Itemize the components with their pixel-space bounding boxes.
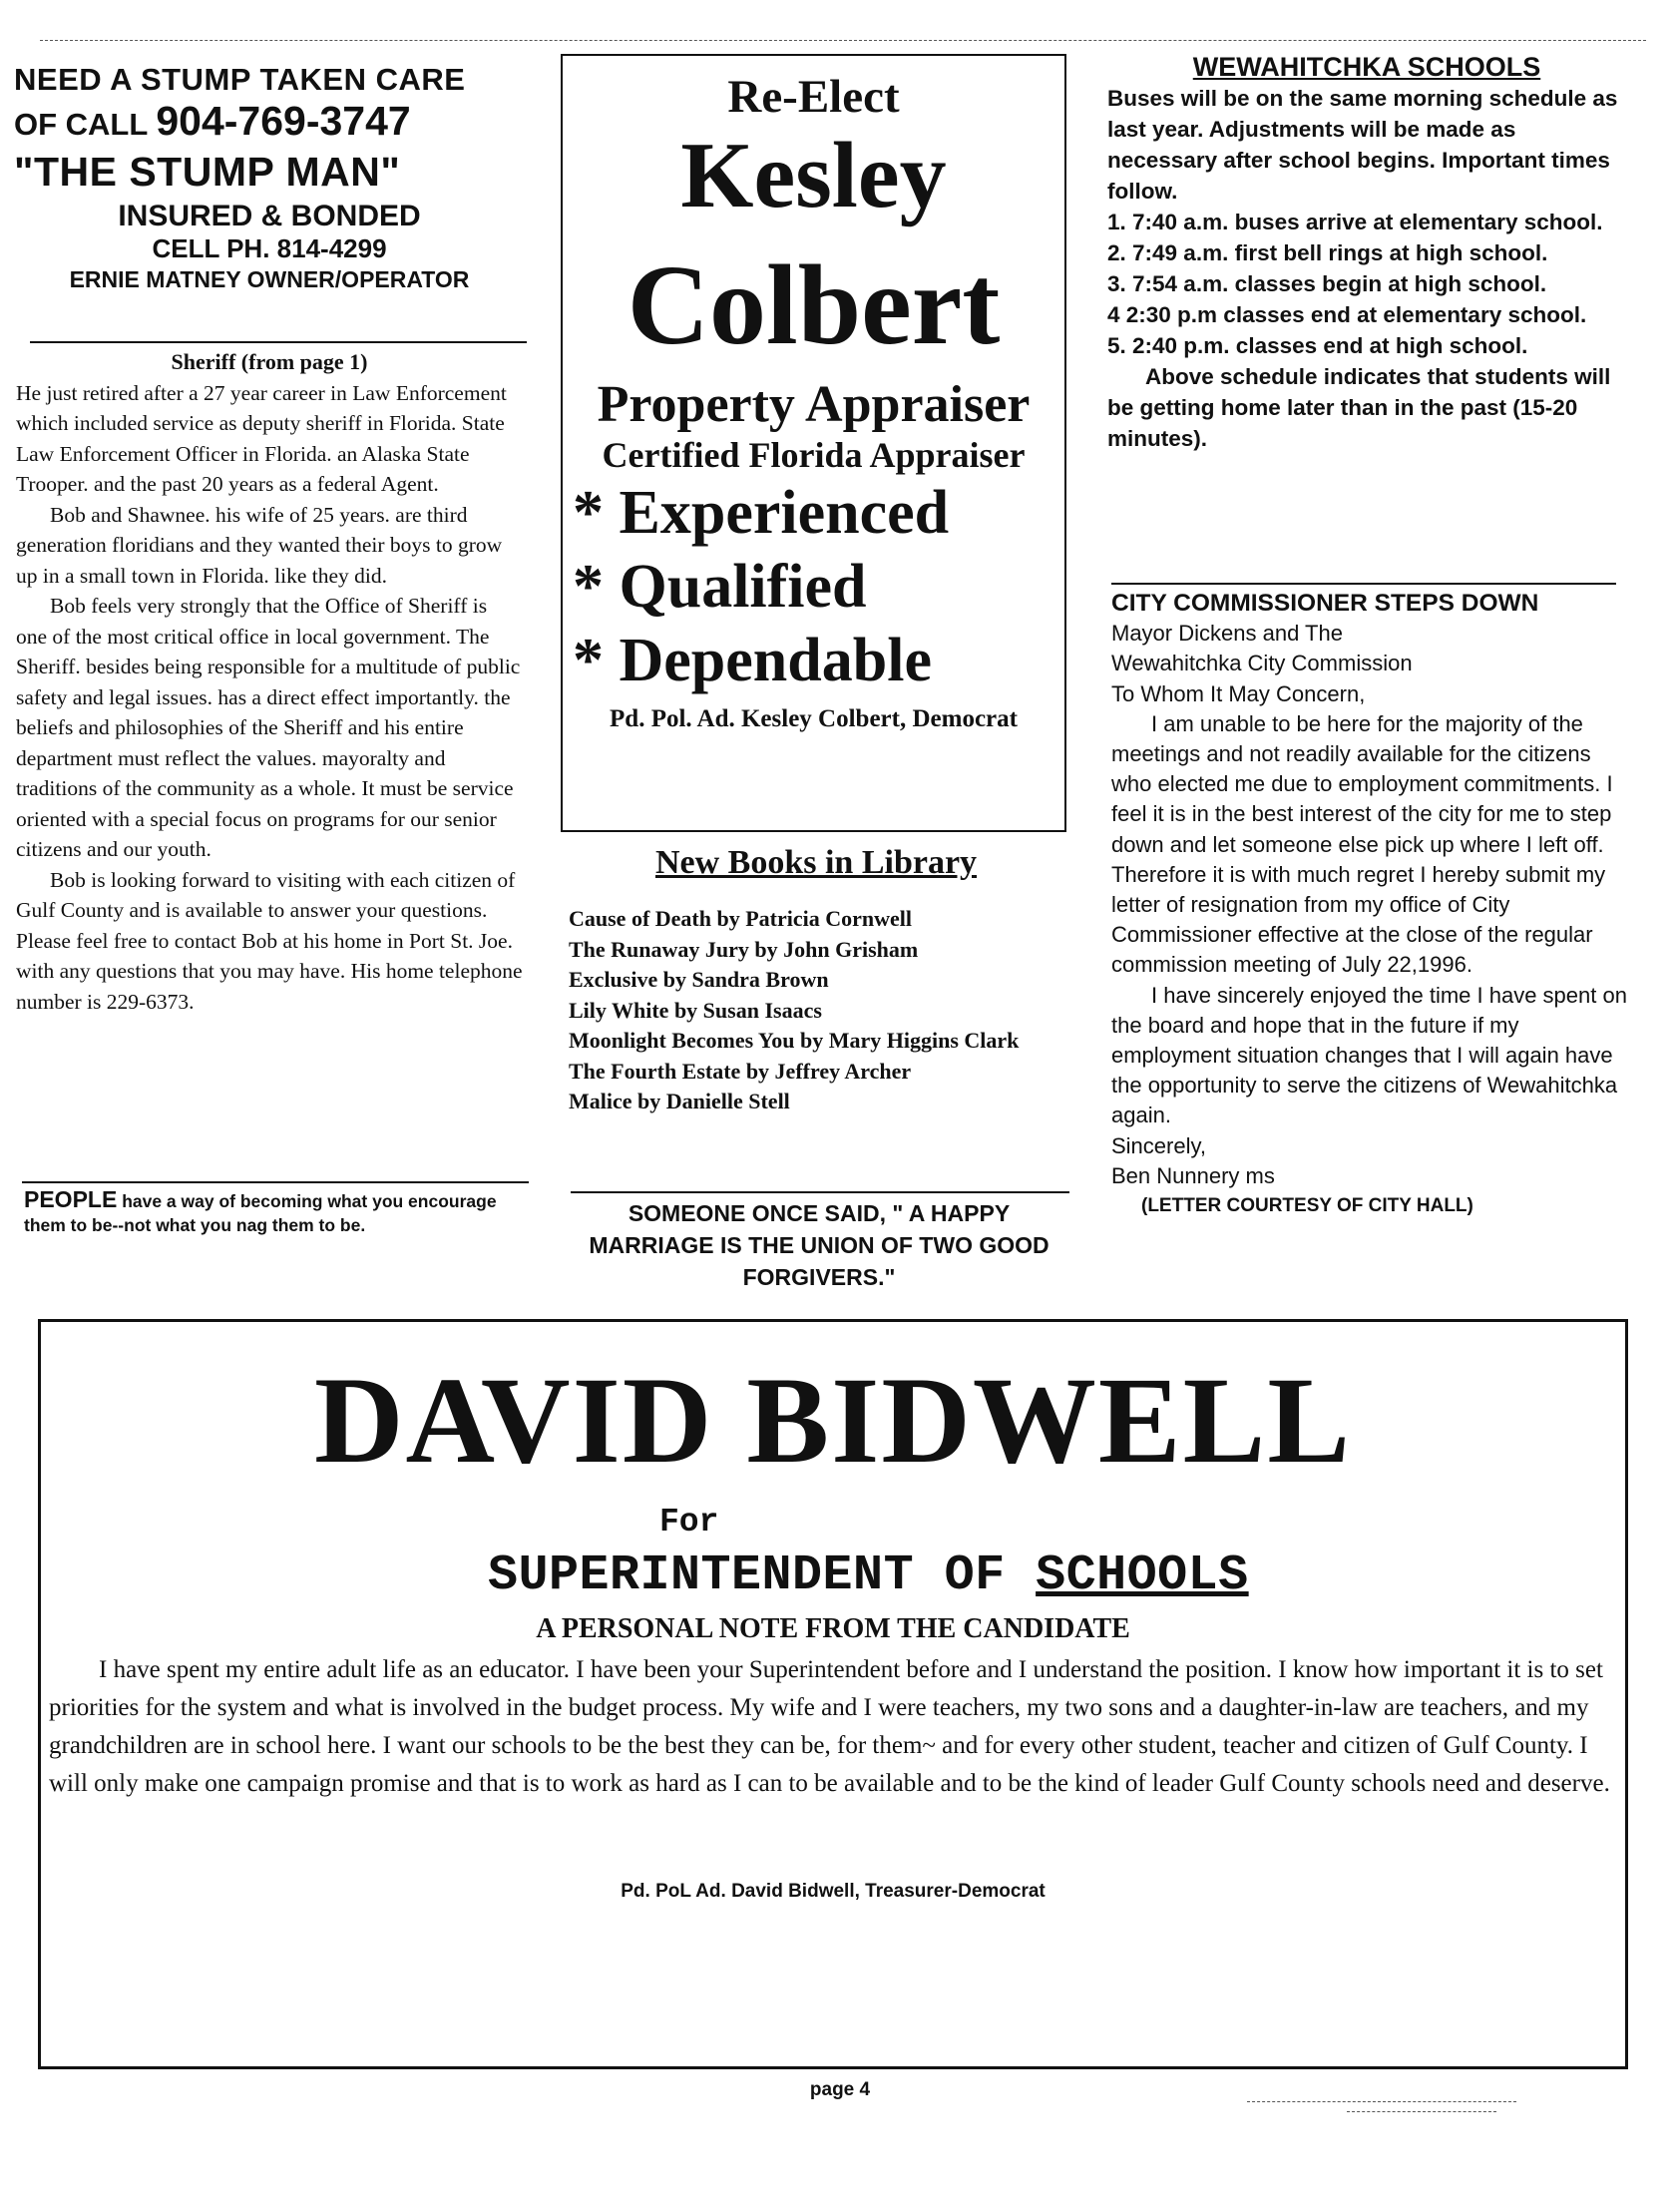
col1-divider-2 (22, 1181, 529, 1183)
library-section (565, 844, 1067, 1117)
book-item: The Fourth Estate by Jeffrey Archer (569, 1058, 912, 1084)
schools-note: Above schedule indicates that students will be getting home later than in the past (15-20 minutes). (1107, 364, 1611, 451)
colbert-bullet: * Experienced (573, 479, 950, 547)
stump-man-ad (14, 62, 525, 293)
letter-address: Wewahitchka City Commission (1111, 651, 1413, 676)
letter-courtesy: (LETTER COURTESY OF CITY HALL) (1141, 1195, 1473, 1217)
schools-item: 4 2:30 p.m classes end at elementary school. (1107, 302, 1587, 327)
bidwell-office (488, 1548, 1249, 1604)
stump-ad-line1: NEED A STUMP TAKEN CARE (14, 62, 466, 97)
sheriff-article (16, 347, 523, 1017)
stump-ad-insured: INSURED & BONDED (118, 200, 421, 232)
bidwell-paid-ad: Pd. PoL Ad. David Bidwell, Treasurer-Democrat (621, 1881, 1046, 1902)
bidwell-note-heading: A PERSONAL NOTE FROM THE CANDIDATE (536, 1613, 1130, 1644)
colbert-paid-ad: Pd. Pol. Ad. Kesley Colbert, Democrat (610, 705, 1018, 732)
book-item: The Runaway Jury by John Grisham (569, 936, 919, 962)
schools-item: 5. 2:40 p.m. classes end at high school. (1107, 333, 1528, 358)
col1-divider-1 (30, 341, 527, 343)
schools-notice (1107, 52, 1626, 454)
bottom-right-mark (1247, 2101, 1516, 2102)
bidwell-name: DAVID BIDWELL (313, 1352, 1353, 1489)
colbert-certified: Certified Florida Appraiser (602, 435, 1026, 475)
sheriff-paragraph: He just retired after a 27 year career in Law Enforcement which included service as deputy sheriff in Florida. State Law Enforcement Officer in Florida. an Alaska State Trooper. and the past 20 years as a federal Agent. (16, 380, 507, 496)
stump-ad-business-name: "THE STUMP MAN" (14, 149, 401, 195)
bidwell-office-prefix: SUPERINTENDENT OF (488, 1548, 1037, 1604)
sheriff-paragraph: Bob and Shawnee. his wife of 25 years. are third generation floridians and they wanted their boys to grow up in a small town in Florida. like they did. (16, 502, 503, 588)
letter-paragraph: I have sincerely enjoyed the time I have spent on the board and hope that in the future if my employment situation changes that I will again have the opportunity to serve the citizens of Wewahitchka again. (1111, 982, 1627, 1128)
sheriff-heading: Sheriff (from page 1) (171, 349, 368, 374)
colbert-first-name: Kesley (680, 124, 947, 227)
letter-signature: Ben Nunnery ms (1111, 1162, 1275, 1188)
page-number: page 4 (809, 2079, 871, 2100)
stump-ad-call-prefix: OF CALL (14, 107, 148, 142)
book-item: Malice by Danielle Stell (569, 1089, 790, 1113)
schools-item: 2. 7:49 a.m. first bell rings at high school. (1107, 240, 1548, 265)
letter-address: Mayor Dickens and The (1111, 621, 1343, 647)
stump-ad-phone: 904-769-3747 (156, 98, 411, 144)
letter-closing: Sincerely, (1111, 1132, 1206, 1158)
letter-paragraph: I am unable to be here for the majority of the meetings and not readily available for the citizens who elected me due to employment commitments. I feel it is in the best interest of the city for me to step down and let someone else pick up where I left off. Therefore it is with much regret I hereby submit my letter of resignation from my office of City Commissioner effective at the close of the regular commission meeting of July 22,1996. (1111, 710, 1613, 978)
stump-ad-line2 (14, 98, 525, 145)
colbert-office: Property Appraiser (597, 376, 1031, 433)
people-quote-lead: PEOPLE (24, 1186, 118, 1212)
commissioner-letter (1111, 589, 1630, 1221)
colbert-bullet: * Dependable (573, 627, 932, 694)
people-quote-text: have a way of becoming what you encourage them to be--not what you nag them to be. (24, 1191, 497, 1235)
stump-ad-owner: ERNIE MATNEY OWNER/OPERATOR (69, 266, 470, 292)
col2-divider (571, 1191, 1069, 1193)
book-item: Moonlight Becomes You by Mary Higgins Clark (569, 1028, 1020, 1053)
bidwell-for: For (659, 1504, 719, 1541)
colbert-last-name: Colbert (627, 241, 1001, 368)
colbert-bullet: * Qualified (573, 553, 867, 621)
letter-salutation: To Whom It May Concern, (1111, 680, 1366, 706)
top-edge-rule (40, 40, 1646, 41)
bidwell-office-schools: SCHOOLS (1036, 1548, 1249, 1604)
sheriff-paragraph: Bob feels very strongly that the Office of Sheriff is one of the most critical office in local government. The Sheriff. besides being responsible for a multitude of public safety and legal issues. has a direct effect importantly. the beliefs and philosophies of the Sheriff and his entire department must reflect the values. mayoralty and traditions of the community as a whole. It must be service oriented with a special focus on programs for our senior citizens and our youth. (16, 594, 521, 861)
sheriff-paragraph: Bob is looking forward to visiting with each citizen of Gulf County and is available to answer your questions. Please feel free to contact Bob at his home in Port St. Joe. with any questions that you may have. His home telephone number is 229-6373. (16, 867, 523, 1014)
col3-divider (1111, 583, 1616, 585)
commissioner-heading: CITY COMMISSIONER STEPS DOWN (1111, 590, 1539, 617)
library-heading: New Books in Library (654, 844, 978, 881)
bidwell-body: I have spent my entire adult life as an educator. I have been your Superintendent before and I understand the position. I know how important it is to set priorities for the system and what is involved in the budget process. My wife and I were teachers, my two sons and a daughter-in-law are teachers, and my grandchildren are in school here. I want our schools to be the best they can be, for them~ and for every other student, teacher and citizen of Gulf County. I will only make one campaign promise and that is to work as hard as I can to be available and to be the kind of leader Gulf County schools need and deserve. (49, 1656, 1610, 1797)
book-item: Exclusive by Sandra Brown (569, 967, 829, 992)
colbert-reelect: Re-Elect (727, 71, 900, 123)
bidwell-ad (38, 1319, 1628, 2069)
people-quote (24, 1187, 533, 1237)
book-item: Cause of Death by Patricia Cornwell (569, 906, 913, 931)
schools-intro: Buses will be on the same morning schedule as last year. Adjustments will be made as necessary after school begins. Important times follow. (1107, 86, 1618, 204)
schools-item: 3. 7:54 a.m. classes begin at high school. (1107, 271, 1547, 296)
schools-heading: WEWAHITCHKA SCHOOLS (1192, 52, 1541, 82)
colbert-ad (561, 54, 1066, 832)
book-item: Lily White by Susan Isaacs (569, 997, 822, 1023)
book-list (565, 904, 1067, 1117)
stump-ad-cell: CELL PH. 814-4299 (152, 233, 387, 263)
bottom-right-mark (1347, 2111, 1496, 2112)
happy-marriage-quote: SOMEONE ONCE SAID, " A HAPPY MARRIAGE IS THE UNION OF TWO GOOD FORGIVERS." (589, 1200, 1050, 1290)
schools-item: 1. 7:40 a.m. buses arrive at elementary school. (1107, 210, 1603, 234)
